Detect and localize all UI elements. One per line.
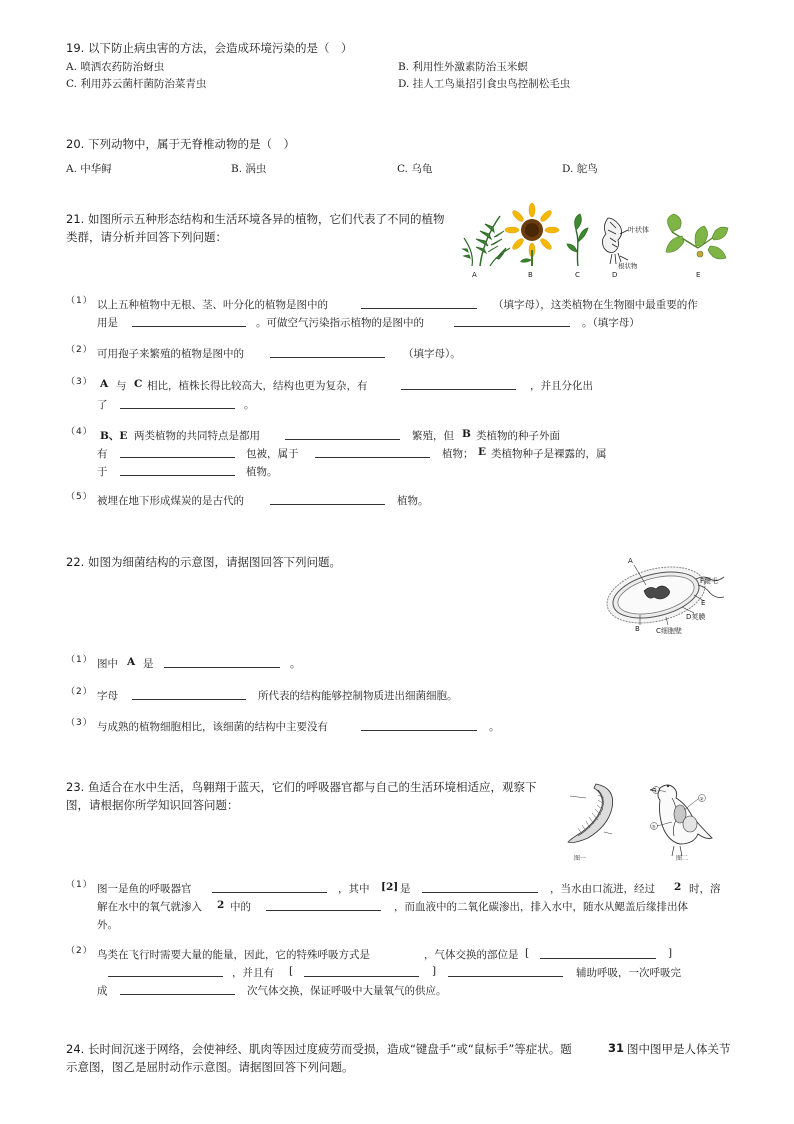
q21-sub4-line1-b: 繁殖，但 xyxy=(412,430,454,442)
q24-line1-a: 24. 长时间沉迷于网络，会使神经、肌肉等因过度疲劳而受损，造成“键盘手”或“鼠标手”等症状。题 xyxy=(66,1042,572,1056)
q23-sub1-line2-num: 2 xyxy=(217,899,225,911)
q21-sub1-line2-c: 。（填字母） xyxy=(582,317,640,329)
q21-sub2-a: 可用孢子来繁殖的植物是图中的 xyxy=(97,348,244,360)
q21-sub4-line1-a: 两类植物的共同特点是都用 xyxy=(134,430,260,442)
q23-sub2-line2-b: 辅助呼吸，一次呼吸完 xyxy=(576,967,681,979)
q23-sub2-line3-a: 成 xyxy=(97,985,108,997)
q21-sub3-letter-a: A xyxy=(100,378,109,390)
q21-sub3-letter-c: C xyxy=(134,378,143,390)
q21-title-line1: 21. 如图所示五种形态结构和生活环境各异的植物，它们代表了不同的植物 xyxy=(66,212,445,226)
answer-blank[interactable] xyxy=(270,493,385,505)
answer-blank[interactable] xyxy=(285,428,400,440)
bird-mark-1: ① xyxy=(653,789,658,795)
q24-line2: 示意图，图乙是屈肘动作示意图。请据图回答下列问题。 xyxy=(66,1060,354,1074)
plant-label-c: C xyxy=(575,271,580,279)
q24-figure-number: 31 xyxy=(608,1041,625,1055)
answer-blank[interactable] xyxy=(120,464,235,476)
answer-blank[interactable] xyxy=(540,947,656,959)
q21-sub3-number: （3） xyxy=(66,377,93,387)
q21-sub3-with: 与 xyxy=(116,380,127,392)
q22-sub2-b: 所代表的结构能够控制物质进出细菌细胞。 xyxy=(258,690,458,702)
q21-sub3-line2-b: 。 xyxy=(244,399,255,411)
ginkgo-plant-e xyxy=(666,214,728,259)
q23-title-line1: 23. 鱼适合在水中生活，鸟翱翔于蓝天，它们的呼吸器官都与自己的生活环境相适应，观察下 xyxy=(66,780,537,794)
answer-blank[interactable] xyxy=(361,297,477,309)
q23-sub1-line1-e: ，当水由口流进，经过 xyxy=(550,883,655,895)
q23-sub1-line3: 外。 xyxy=(97,919,118,931)
q23-sub1-line2-a: 解在水中的氧气就渗入 xyxy=(97,901,202,913)
q21-sub4-line2-c: 植物； xyxy=(442,448,474,460)
plant-label-d: D xyxy=(612,271,618,279)
q22-sub2-a: 字母 xyxy=(97,690,118,702)
answer-blank[interactable] xyxy=(132,315,246,327)
q21-sub3-line1-b: ，并且分化出 xyxy=(530,380,593,392)
q21-sub3-line2-a: 了 xyxy=(97,399,108,411)
q21-sub1-number: （1） xyxy=(66,296,93,306)
q22-sub1-letter-a: A xyxy=(127,656,136,668)
q23-sub2-line1-a: 鸟类在飞行时需要大量的能量，因此，它的特殊呼吸方式是 xyxy=(97,949,370,961)
fish-gill-diagram xyxy=(568,784,613,862)
answer-blank[interactable] xyxy=(361,719,477,731)
bird-lung-diagram xyxy=(650,785,712,862)
answer-blank[interactable] xyxy=(120,983,235,995)
answer-blank[interactable] xyxy=(120,397,235,409)
plant-label-b: B xyxy=(528,271,533,279)
fig2-caption: 图二 xyxy=(676,855,689,862)
leaf-body-label: 叶状体 xyxy=(628,226,649,234)
q23-sub2-number: （2） xyxy=(66,946,93,956)
q22-sub1-a: 图中 xyxy=(97,658,118,670)
q19-option-c: C. 利用苏云菌杆菌防治菜青虫 xyxy=(66,78,207,90)
q21-sub4-letters-be: B、E xyxy=(100,430,128,442)
q21-sub5-a: 被埋在地下形成煤炭的是古代的 xyxy=(97,495,244,507)
fig1-caption: 图一 xyxy=(574,855,587,862)
q21-sub4-line1-c: 类植物的种子外面 xyxy=(476,430,560,442)
q21-sub5-number: （5） xyxy=(66,492,93,502)
q22-sub3-b: 。 xyxy=(489,721,500,733)
q20-title: 20. 下列动物中，属于无脊椎动物的是（ ） xyxy=(66,137,295,151)
q20-option-a: A. 中华鲟 xyxy=(66,163,112,175)
q22-sub1-c: 。 xyxy=(290,658,301,670)
answer-blank[interactable] xyxy=(132,688,246,700)
plant-figure xyxy=(460,208,732,280)
answer-blank[interactable] xyxy=(448,965,563,977)
q23-title-line2: 图，请根据你所学知识回答问题： xyxy=(66,798,239,812)
bacterium-label-f: F鞭毛 xyxy=(700,577,719,585)
q22-title: 22. 如图为细菌结构的示意图，请据图回答下列问题。 xyxy=(66,555,341,569)
seedling-plant-c xyxy=(567,214,588,266)
q22-sub1-b: 是 xyxy=(143,658,154,670)
q20-option-c: C. 乌龟 xyxy=(397,163,433,175)
q21-sub1-line2-b: 。可做空气污染指示植物的是图中的 xyxy=(256,317,424,329)
answer-blank[interactable] xyxy=(120,446,235,458)
q19-title: 19. 以下防止病虫害的方法，会造成环境污染的是（ ） xyxy=(66,41,353,55)
q22-sub3-a: 与成熟的植物细胞相比，该细菌的结构中主要没有 xyxy=(97,721,328,733)
q20-option-d: D. 鸵鸟 xyxy=(562,163,598,175)
q23-sub1-line1-g: 时，溶 xyxy=(689,883,721,895)
answer-blank[interactable] xyxy=(304,965,419,977)
fern-plant-a xyxy=(463,216,510,266)
plant-label-e: E xyxy=(696,271,701,279)
q21-sub3-line1: 相比，植株长得比较高大，结构也更为复杂，有 xyxy=(147,380,368,392)
q23-sub1-line2-c: 中的 xyxy=(230,901,251,913)
bacterium-label-d: D荚膜 xyxy=(686,613,706,621)
bird-mark-2: ② xyxy=(699,797,704,803)
plant-label-a: A xyxy=(472,271,477,279)
answer-blank[interactable] xyxy=(315,446,430,458)
bird-mark-3: ③ xyxy=(651,825,656,831)
q21-sub4-line3-b: 植物。 xyxy=(246,466,278,478)
q21-sub4-line2-a: 有 xyxy=(97,448,108,460)
q23-sub1-line1-a: 图一是鱼的呼吸器官 xyxy=(97,883,192,895)
bacterium-label-a: A xyxy=(628,557,633,565)
q23-sub2-right-bracket: ] xyxy=(668,947,673,959)
q20-option-b: B. 涡虫 xyxy=(231,163,267,175)
q21-sub4-line2-b: 包被，属于 xyxy=(246,448,299,460)
q23-sub2-line2-a: ，并且有 xyxy=(232,967,274,979)
answer-blank[interactable] xyxy=(212,881,327,893)
q23-sub2-line3-b: 次气体交换，保证呼吸中大量氧气的供应。 xyxy=(247,985,447,997)
q21-sub2-b: （填字母）。 xyxy=(403,348,461,360)
bacterium-figure xyxy=(604,555,734,637)
q22-sub1-number: （1） xyxy=(66,655,93,665)
answer-blank[interactable] xyxy=(401,378,516,390)
q21-title-line2: 类群，请分析并回答下列问题： xyxy=(66,230,227,244)
q23-sub2-left-bracket: [ xyxy=(525,947,530,959)
q23-sub1-line1-b: ，其中 xyxy=(338,883,370,895)
q21-sub4-letter-b: B xyxy=(462,428,471,440)
q21-sub4-line2-d: 类植物种子是裸露的，属 xyxy=(491,448,607,460)
bacterium-label-b: B xyxy=(635,625,640,633)
q23-sub1-line2-d: ，而血液中的二氧化碳渗出，排入水中，随水从鳃盖后缘排出体 xyxy=(394,901,688,913)
liverwort-plant-d xyxy=(602,218,628,264)
sunflower-plant-b xyxy=(505,203,559,266)
q22-sub3-number: （3） xyxy=(66,718,93,728)
answer-blank[interactable] xyxy=(164,656,280,668)
q21-sub5-b: 植物。 xyxy=(397,495,429,507)
q19-option-b: B. 利用性外激素防治玉米螟 xyxy=(398,61,528,73)
q21-sub4-line3-a: 于 xyxy=(97,466,108,478)
answer-blank[interactable] xyxy=(454,315,570,327)
respiration-figure xyxy=(556,776,732,864)
q23-sub1-line1-d: 是 xyxy=(400,883,411,895)
answer-blank[interactable] xyxy=(266,899,381,911)
q23-sub2-right-bracket-2: ] xyxy=(432,965,437,977)
answer-blank[interactable] xyxy=(108,965,223,977)
q21-sub4-letter-e: E xyxy=(478,446,487,458)
root-like-label: 根状物 xyxy=(618,262,638,270)
q19-option-a: A. 喷洒农药防治蚜虫 xyxy=(66,61,165,73)
q22-sub2-number: （2） xyxy=(66,687,93,697)
q19-option-d: D. 挂人工鸟巢招引食虫鸟控制松毛虫 xyxy=(398,78,571,90)
q21-sub2-number: （2） xyxy=(66,345,93,355)
q23-sub1-marker-2: [2] xyxy=(381,881,399,893)
bacterium-label-e: E xyxy=(701,599,706,607)
q23-sub2-left-bracket-2: [ xyxy=(289,965,294,977)
q21-sub4-number: （4） xyxy=(66,427,93,437)
bacterium-label-c: C细胞壁 xyxy=(656,627,682,635)
q21-sub1-line2-a: 用是 xyxy=(97,317,118,329)
q21-sub1-line1-b: （填字母），这类植物在生物圈中最重要的作 xyxy=(493,299,698,311)
q23-sub1-number-2: 2 xyxy=(674,881,682,893)
q23-sub1-number: （1） xyxy=(66,880,93,890)
q24-line1-c: 图中图甲是人体关节 xyxy=(627,1042,731,1056)
q21-sub1-line1-a: 以上五种植物中无根、茎、叶分化的植物是图中的 xyxy=(97,299,328,311)
q23-sub2-line1-b: ，气体交换的部位是 xyxy=(424,949,519,961)
answer-blank[interactable] xyxy=(270,346,385,358)
answer-blank[interactable] xyxy=(422,881,538,893)
